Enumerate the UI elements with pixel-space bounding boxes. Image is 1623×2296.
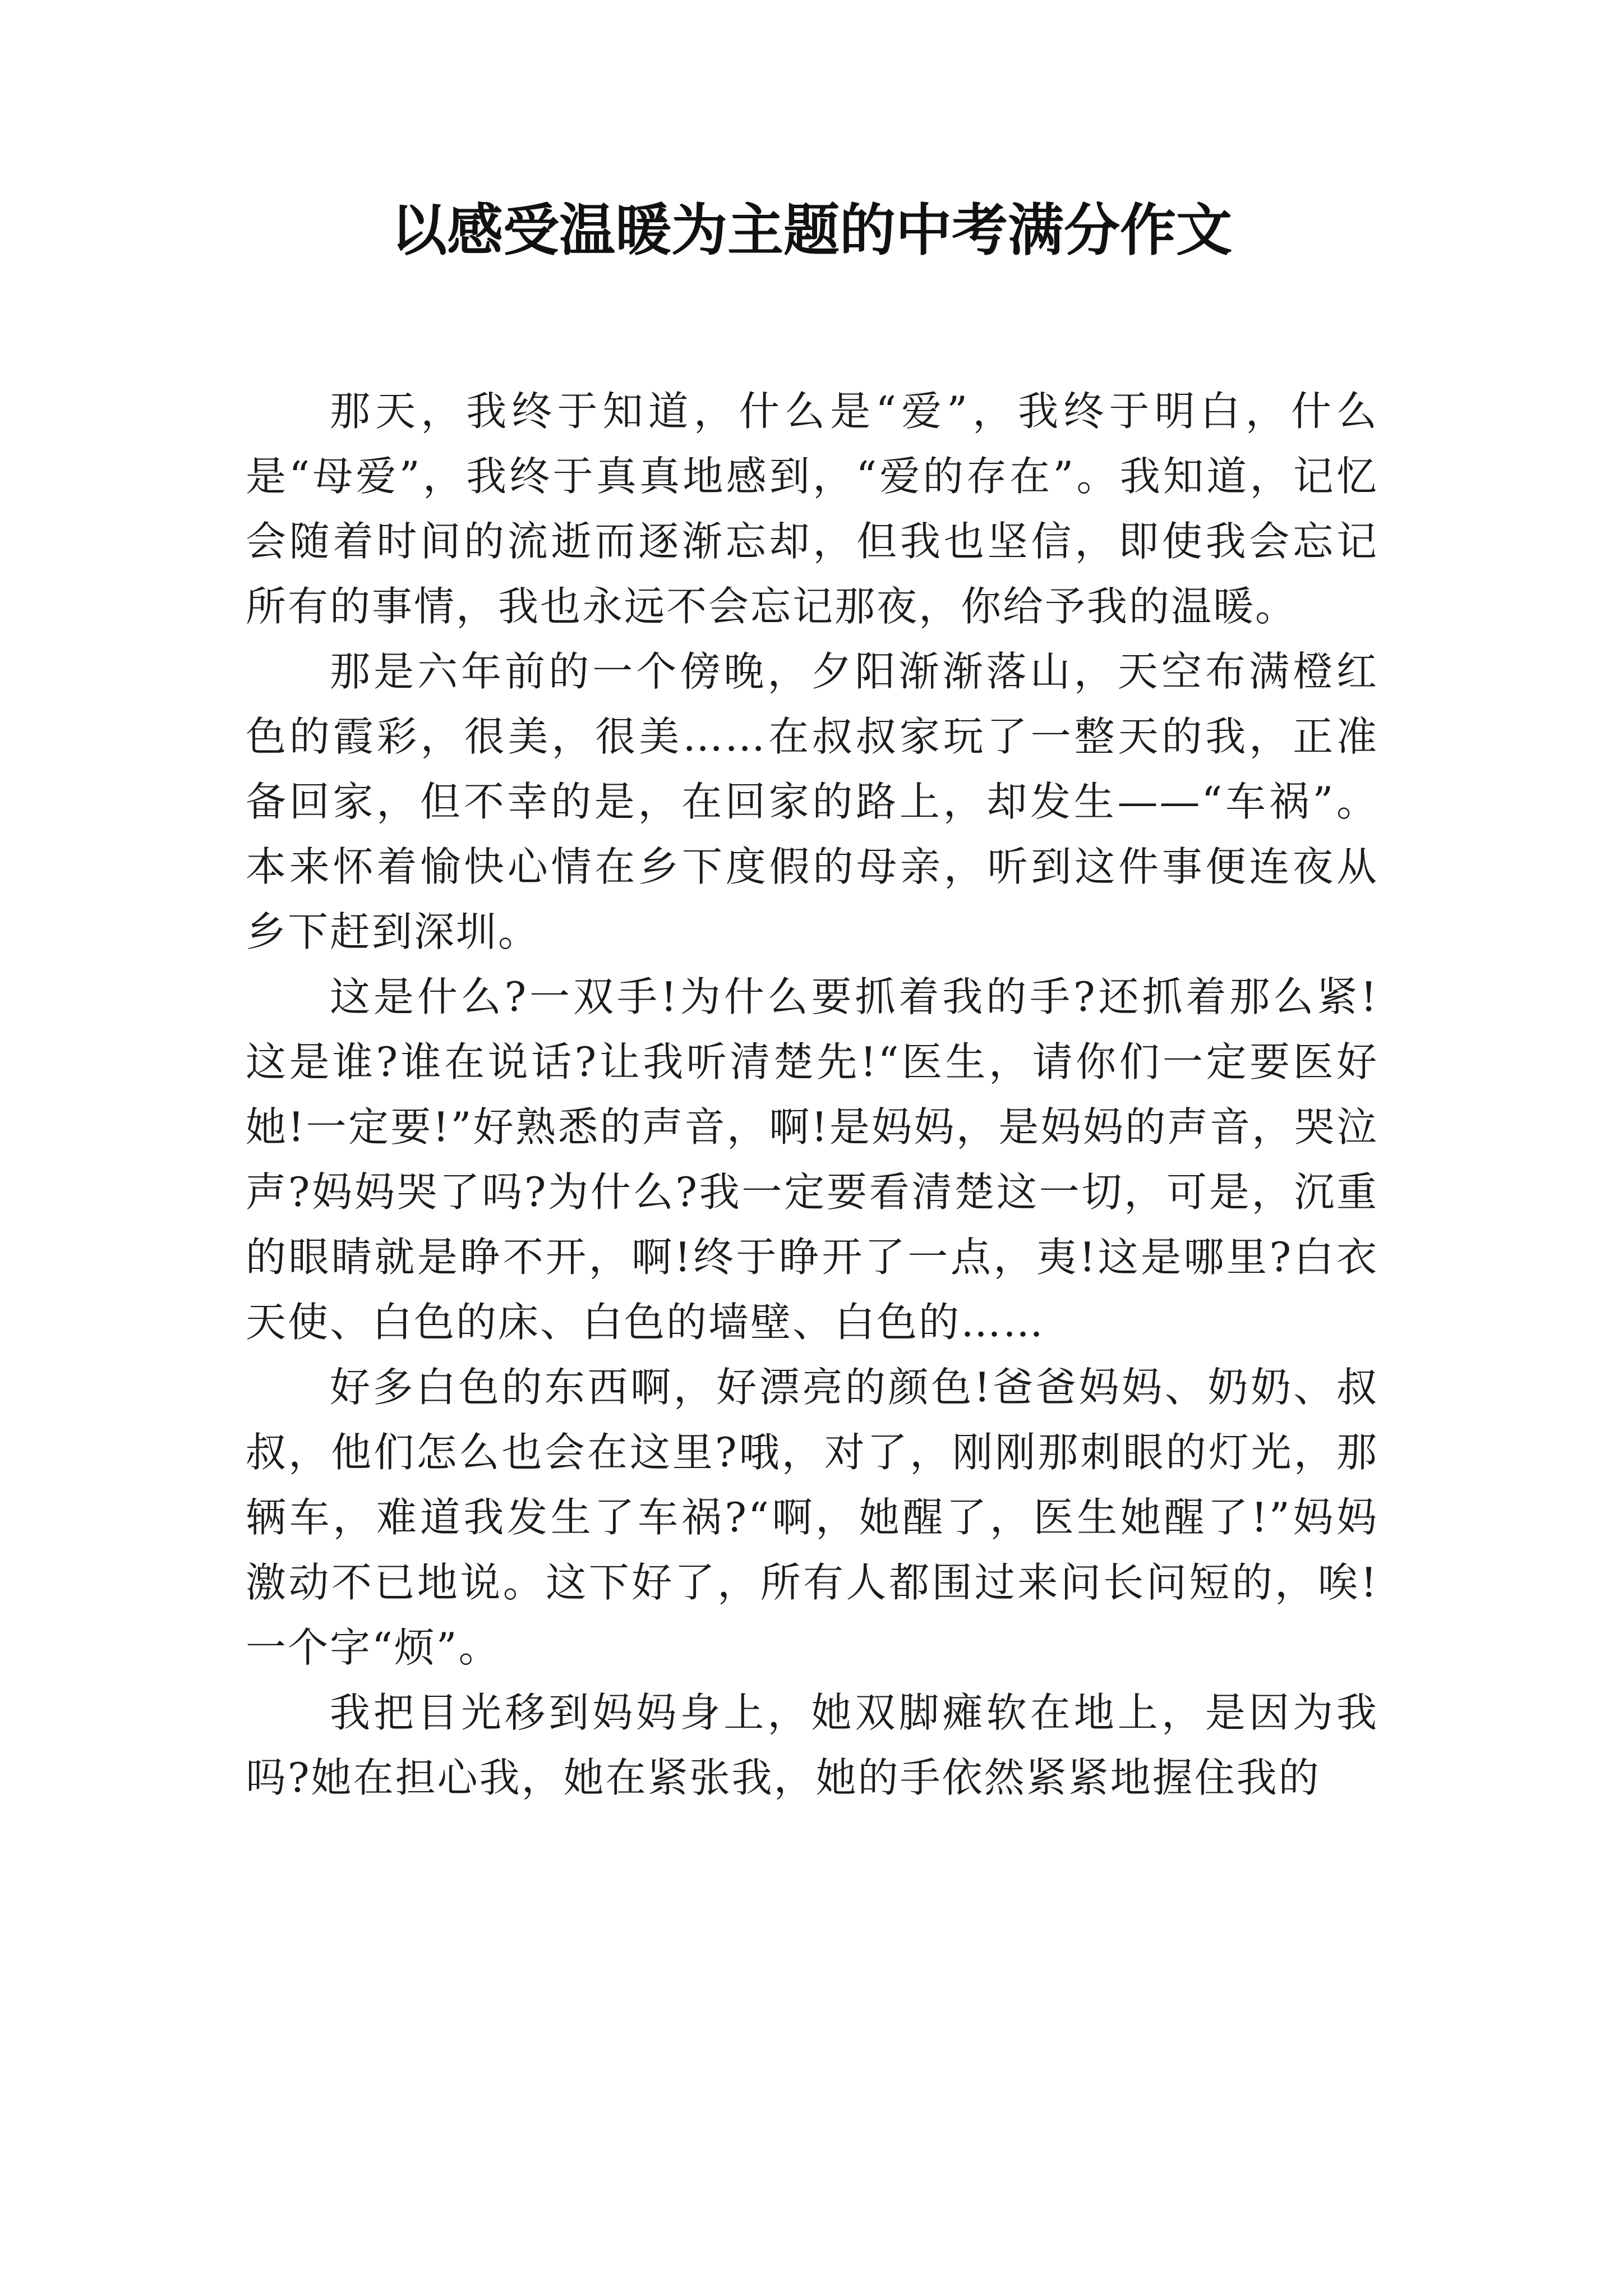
document-body — [246, 379, 1378, 1810]
paragraph: 那是六年前的一个傍晚，夕阳渐渐落山，天空布满橙红色的霞彩，很美，很美……在叔叔家玩了一整天的我，正准备回家，但不幸的是，在回家的路上，却发生——“车祸”。本来怀着愉快心情在乡下度假的母亲，听到这件事便连夜从乡下赶到深圳。 — [246, 648, 1378, 955]
document-title: 以感受温暖为主题的中考满分作文 — [391, 197, 1232, 263]
paragraph: 好多白色的东西啊，好漂亮的颜色!爸爸妈妈、奶奶、叔叔，他们怎么也会在这里?哦，对了，刚刚那刺眼的灯光，那辆车，难道我发生了车祸?“啊，她醒了，医生她醒了!”妈妈激动不已地说。这下好了，所有人都围过来问长问短的，唉!一个字“烦”。 — [246, 1364, 1378, 1671]
paragraph: 这是什么?一双手!为什么要抓着我的手?还抓着那么紧!这是谁?谁在说话?让我听清楚先!“医生，请你们一定要医好她!一定要!”好熟悉的声音，啊!是妈妈，是妈妈的声音，哭泣声?妈妈哭了吗?为什么?我一定要看清楚这一切，可是，沉重的眼睛就是睁不开，啊!终于睁开了一点，夷!这是哪里?白衣天使、白色的床、白色的墙壁、白色的…… — [246, 973, 1378, 1346]
paragraph: 我把目光移到妈妈身上，她双脚瘫软在地上，是因为我吗?她在担心我，她在紧张我，她的手依然紧紧地握住我的 — [246, 1689, 1378, 1801]
paragraph: 那天，我终于知道，什么是“爱”，我终于明白，什么是“母爱”，我终于真真地感到，“爱的存在”。我知道，记忆会随着时间的流逝而逐渐忘却，但我也坚信，即使我会忘记所有的事情，我也永远不会忘记那夜，你给予我的温暖。 — [246, 388, 1378, 630]
